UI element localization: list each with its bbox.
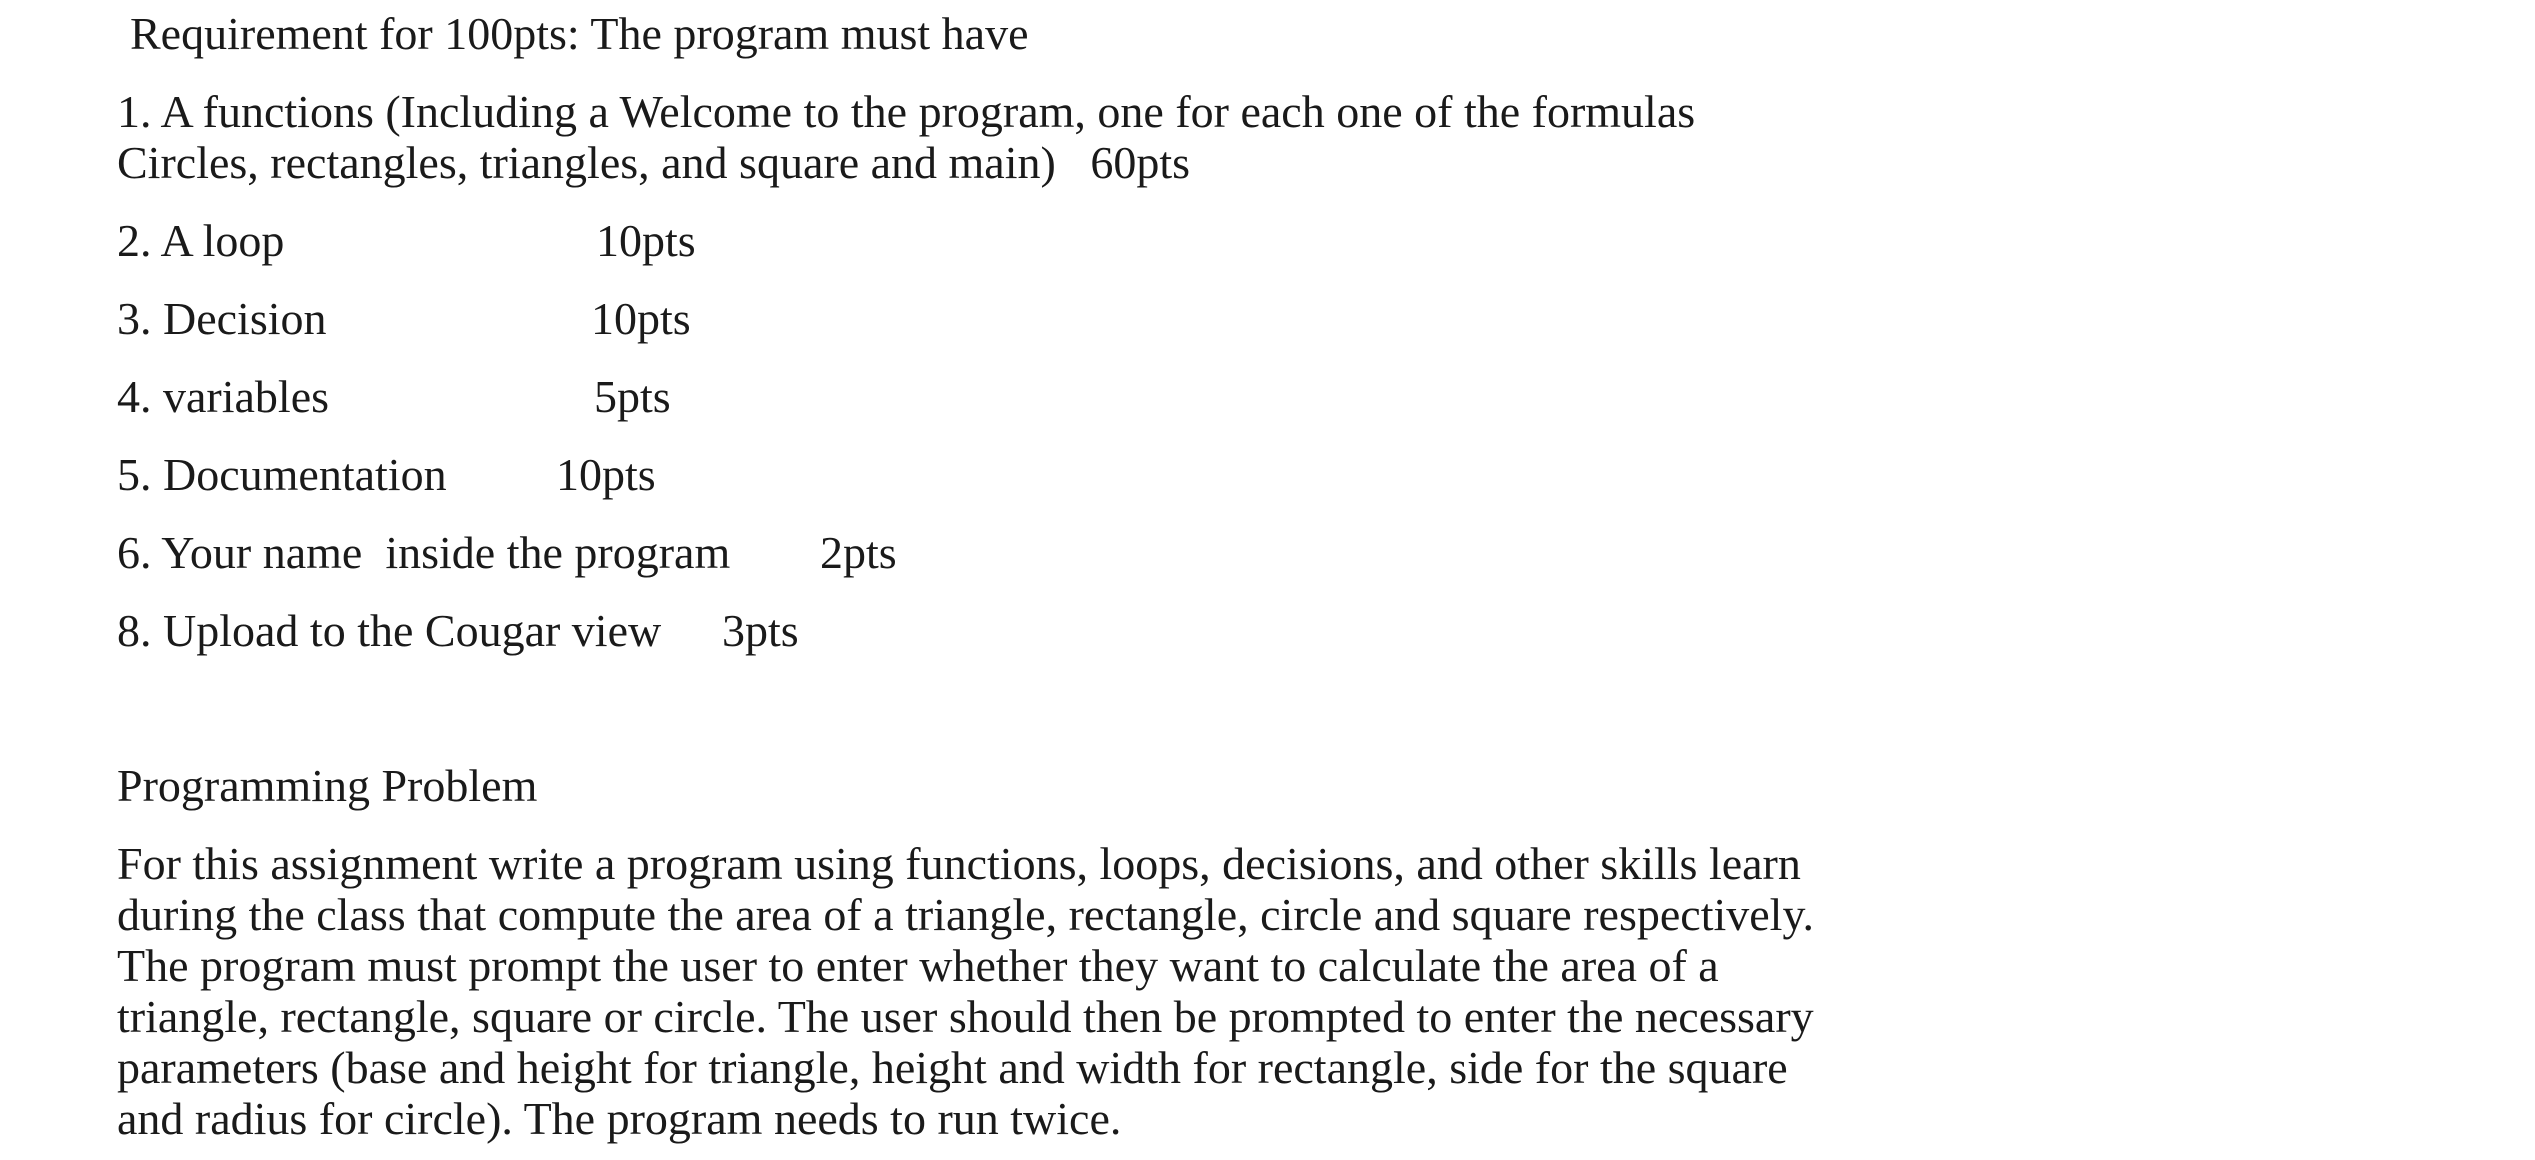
- requirement-item-6-points: 2pts: [820, 527, 897, 578]
- requirement-item-8-points: 3pts: [722, 605, 799, 656]
- requirement-item-2-points: 10pts: [596, 215, 696, 266]
- problem-line-5: parameters (base and height for triangle, height and width for rectangle, side for the square: [117, 1042, 1788, 1093]
- requirement-item-6-label: 6. Your name inside the program: [117, 527, 731, 578]
- problem-title: Programming Problem: [117, 760, 538, 811]
- requirement-item-8-label: 8. Upload to the Cougar view: [117, 605, 662, 656]
- requirement-item-3-label: 3. Decision: [117, 293, 327, 344]
- requirement-item-5-label: 5. Documentation: [117, 449, 447, 500]
- requirement-item-1-line-2: Circles, rectangles, triangles, and square and main) 60pts: [117, 137, 1191, 188]
- requirement-item-4-points: 5pts: [594, 371, 671, 422]
- problem-line-1: For this assignment write a program using functions, loops, decisions, and other skills learn: [117, 838, 1801, 889]
- problem-line-3: The program must prompt the user to enter whether they want to calculate the area of a: [117, 940, 1719, 991]
- problem-line-2: during the class that compute the area of a triangle, rectangle, circle and square respectively.: [117, 889, 1814, 940]
- problem-line-6: and radius for circle). The program needs to run twice.: [117, 1093, 1122, 1144]
- requirement-item-1-line-1: 1. A functions (Including a Welcome to the program, one for each one of the formulas: [117, 86, 1696, 137]
- requirement-item-2-label: 2. A loop: [117, 215, 285, 266]
- problem-line-4: triangle, rectangle, square or circle. The user should then be prompted to enter the necessary: [117, 991, 1814, 1042]
- requirement-item-3-points: 10pts: [591, 293, 691, 344]
- requirements-heading: Requirement for 100pts: The program must have: [130, 8, 1029, 59]
- requirement-item-4-label: 4. variables: [117, 371, 330, 422]
- requirement-item-5-points: 10pts: [556, 449, 656, 500]
